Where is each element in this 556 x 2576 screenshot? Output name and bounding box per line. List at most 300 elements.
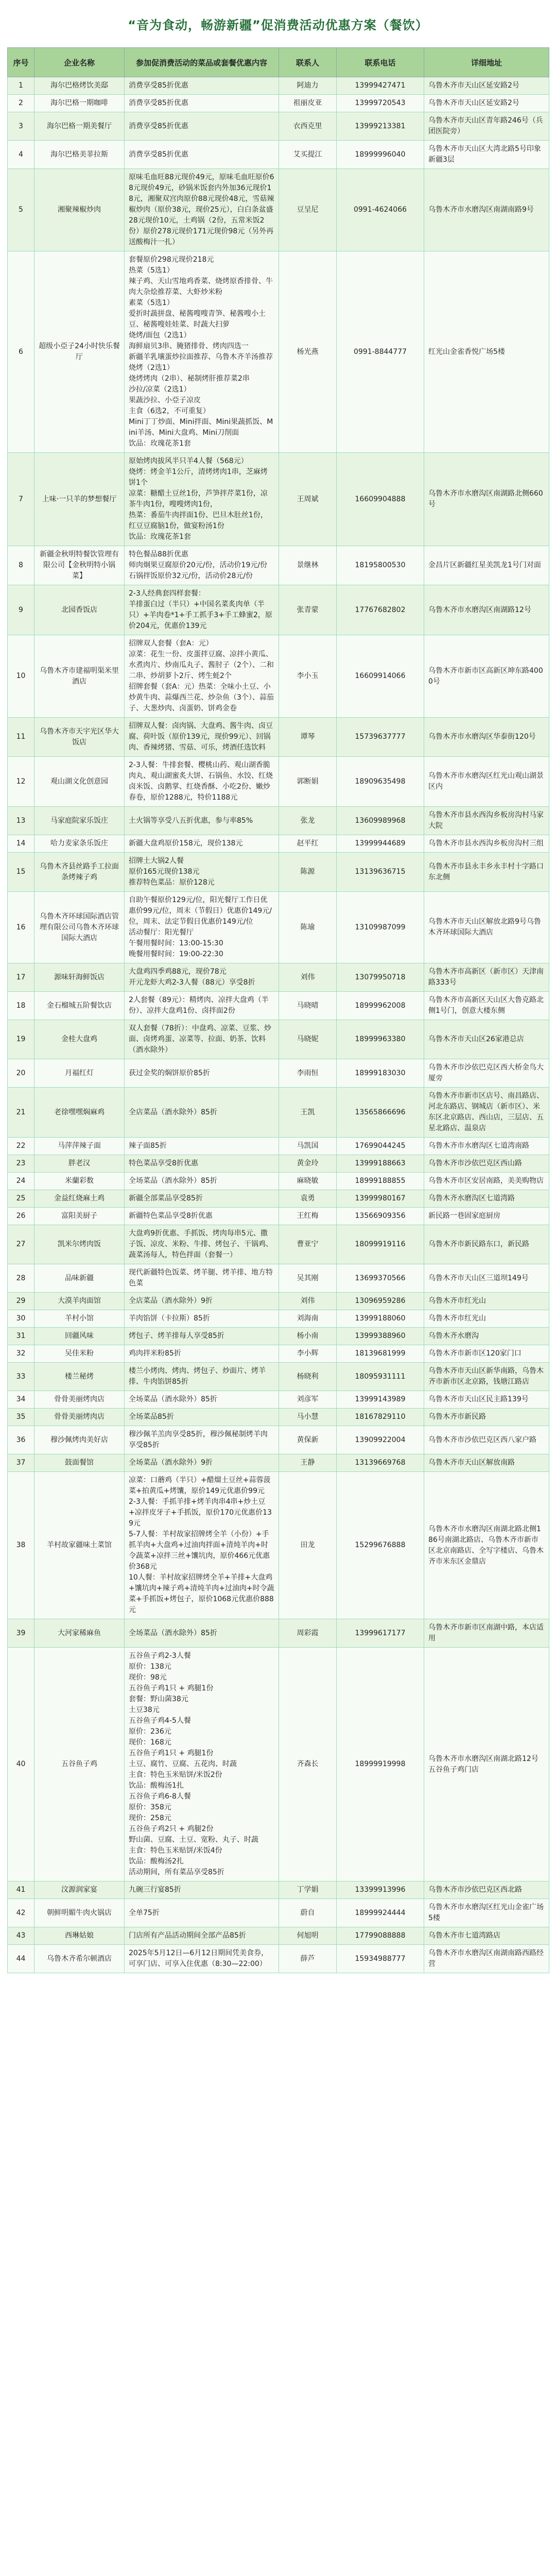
- table-row: [8, 635, 549, 718]
- cell-no: 29: [8, 1293, 34, 1310]
- cell-address: 乌鲁木齐水磨沟: [424, 1328, 549, 1345]
- table-row: [8, 585, 549, 635]
- cell-no: 7: [8, 453, 34, 546]
- cell-address: 乌鲁木齐市沙依巴克区西大桥金鸟大厦旁: [424, 1059, 549, 1088]
- cell-company: 汶源润家宴: [34, 1882, 125, 1899]
- cell-contact: 赵平红: [279, 835, 337, 853]
- cell-address: 乌鲁木齐市新市区120家门口: [424, 1345, 549, 1363]
- cell-company: 吴佳米粉: [34, 1345, 125, 1363]
- cell-offer: 门店所有产品活动期间全部产品85折: [125, 1927, 279, 1945]
- cell-contact: 景继林: [279, 546, 337, 585]
- cell-phone: 18999183030: [337, 1059, 424, 1088]
- cell-company: 金石榴城五阶餐饮店: [34, 992, 125, 1020]
- cell-phone: 16609904888: [337, 453, 424, 546]
- cell-contact: 李小玉: [279, 635, 337, 718]
- table-row: [8, 1882, 549, 1899]
- cell-no: 26: [8, 1208, 34, 1225]
- cell-phone: 13566909356: [337, 1208, 424, 1225]
- cell-address: 新民路一巷固家庭厨房: [424, 1208, 549, 1225]
- cell-no: 18: [8, 992, 34, 1020]
- table-row: [8, 1409, 549, 1426]
- cell-offer: 获过金奖的焖饼原价85折: [125, 1059, 279, 1088]
- cell-address: 乌鲁木齐市水磨沟区南湖路北侧660号: [424, 453, 549, 546]
- cell-company: 西琳姑娘: [34, 1927, 125, 1945]
- cell-address: 乌鲁木齐市新民路: [424, 1409, 549, 1426]
- cell-address: 乌鲁木齐市新市区南湖中路，本店适用: [424, 1619, 549, 1648]
- table-row: [8, 892, 549, 963]
- cell-address: 乌鲁木齐市天山区延安路2号: [424, 95, 549, 112]
- cell-company: 超级小亞子24小时快乐餐厅: [34, 251, 125, 453]
- cell-no: 43: [8, 1927, 34, 1945]
- cell-phone: 18999962008: [337, 992, 424, 1020]
- cell-no: 5: [8, 169, 34, 251]
- cell-offer: 套餐原价298元现价218元 热菜（5选1） 辣子鸡、天山雪地鸡香菜、烧烤原香排骨、牛肉大杂烩推荐菜、大虾炒米粉 素菜（5选1） 爱折时蔬拼盘、秘酱嗖嗖青笋、秘酱嗖小土豆、秘酱嗖娃娃菜、时蔬大扫萝 烧烤/面包（2选1） 海鲜扇贝3串、腌猪排骨、烤肉四选一 新疆羊乳壤蛋炒拉面推荐、乌鲁木齐羊汤推荐 烧烤（2选1） 烧烤烤肉（2串）、秘制烤肝推荐菜2串 沙拉/凉菜（2选1） 果蔬沙拉、小亞子凉皮 主食（6选2，不可重复） Mini丁丁炒面、Mini拌面、Mini果蔬抓饭、Mini羊汤、Mini大盘鸡、Mini刀削面 饮品：玫瑰花茶1套: [125, 251, 279, 453]
- cell-no: 12: [8, 757, 34, 807]
- cell-offer: 招牌双人餐：卤肉锅、大盘鸡、酱牛肉、卤豆腐、荷叶饭（原价139元，现价99元）、回锅肉、香辣烤猪、雪菇、可乐，烤酒任选饮料: [125, 718, 279, 757]
- cell-company: 回疆风味: [34, 1328, 125, 1345]
- cell-address: 乌鲁木齐市沙依巴克区西八家户路: [424, 1426, 549, 1454]
- table-row: [8, 853, 549, 892]
- cell-phone: 13999388960: [337, 1328, 424, 1345]
- cell-company: 骨骨美丽烤肉店: [34, 1409, 125, 1426]
- promotion-table: [7, 47, 549, 1973]
- table-row: [8, 1293, 549, 1310]
- cell-no: 31: [8, 1328, 34, 1345]
- table-row: [8, 835, 549, 853]
- table-row: [8, 1363, 549, 1391]
- cell-phone: 18999188855: [337, 1173, 424, 1190]
- cell-address: 乌鲁木齐市天山区解放南路: [424, 1454, 549, 1472]
- cell-contact: 王周斌: [279, 453, 337, 546]
- cell-no: 39: [8, 1619, 34, 1648]
- cell-offer: 特色菜品享受8折优惠: [125, 1155, 279, 1173]
- cell-contact: 陈源: [279, 853, 337, 892]
- cell-company: 北园香饭店: [34, 585, 125, 635]
- cell-offer: 新疆全部菜品享受85折: [125, 1190, 279, 1208]
- table-row: [8, 169, 549, 251]
- cell-address: 乌鲁木齐市红光山: [424, 1310, 549, 1328]
- cell-phone: 18999919998: [337, 1648, 424, 1882]
- cell-address: 乌鲁木齐市水磨沟区南湖北路12号五谷鱼子鸡门店: [424, 1648, 549, 1882]
- table-row: [8, 1310, 549, 1328]
- cell-company: 哈力麦家条乐饭庄: [34, 835, 125, 853]
- cell-contact: 马凯国: [279, 1138, 337, 1155]
- header-row: [8, 48, 549, 77]
- table-row: [8, 963, 549, 992]
- table-row: [8, 1426, 549, 1454]
- cell-phone: 0991-4624066: [337, 169, 424, 251]
- cell-contact: 杨晓利: [279, 1363, 337, 1391]
- cell-phone: 15299676888: [337, 1472, 424, 1619]
- cell-company: 大漠羊肉面馆: [34, 1293, 125, 1310]
- cell-company: 金益红烧麻土鸡: [34, 1190, 125, 1208]
- cell-contact: 艾买提江: [279, 141, 337, 169]
- cell-company: 湘聚辣椒炒肉: [34, 169, 125, 251]
- cell-company: 朝鲜明媚牛肉火锅店: [34, 1899, 125, 1927]
- cell-offer: 穆沙佩羊羔肉享受85折，穆沙佩秘制烤羊肉享受85折: [125, 1426, 279, 1454]
- table-row: [8, 1264, 549, 1293]
- cell-contact: 丁学娟: [279, 1882, 337, 1899]
- cell-phone: 18139681999: [337, 1345, 424, 1363]
- cell-no: 20: [8, 1059, 34, 1088]
- cell-company: 胖老汉: [34, 1155, 125, 1173]
- cell-offer: 全场菜品（酒水除外）9折: [125, 1454, 279, 1472]
- cell-address: 乌鲁木齐市水磨沟区红光山观山湖景区内: [424, 757, 549, 807]
- cell-offer: 全店菜品（酒水除外）9折: [125, 1293, 279, 1310]
- cell-contact: 谭琴: [279, 718, 337, 757]
- cell-company: 乌鲁木齐市建福明渠米里酒店: [34, 635, 125, 718]
- cell-phone: 13999944689: [337, 835, 424, 853]
- cell-address: 乌鲁木齐市天山区大湾北路5号印象新疆3层: [424, 141, 549, 169]
- cell-address: 乌鲁木齐市红光山: [424, 1293, 549, 1310]
- cell-address: 乌鲁木齐水磨沟区七道湾路: [424, 1190, 549, 1208]
- cell-contact: 衣西克里: [279, 112, 337, 141]
- table-row: [8, 1927, 549, 1945]
- table-row: [8, 95, 549, 112]
- cell-address: 乌鲁木齐市沙依巴克区西北路: [424, 1882, 549, 1899]
- cell-contact: 阿迪力: [279, 77, 337, 95]
- cell-company: 乌鲁木齐环球国际酒店管理有限公司乌鲁木齐环球国际大酒店: [34, 892, 125, 963]
- table-row: [8, 1155, 549, 1173]
- cell-address: 乌鲁木齐市新市区高新区坤东路4000号: [424, 635, 549, 718]
- cell-no: 30: [8, 1310, 34, 1328]
- cell-phone: 13079950718: [337, 963, 424, 992]
- table-row: [8, 1173, 549, 1190]
- cell-no: 41: [8, 1882, 34, 1899]
- cell-contact: 李雨恒: [279, 1059, 337, 1088]
- cell-contact: 郭断娟: [279, 757, 337, 807]
- table-row: [8, 1059, 549, 1088]
- cell-contact: 曹亚宁: [279, 1225, 337, 1264]
- table-row: [8, 1345, 549, 1363]
- cell-contact: 陈瑜: [279, 892, 337, 963]
- table-row: [8, 1328, 549, 1345]
- cell-offer: 新疆特色菜品享受8折优惠: [125, 1208, 279, 1225]
- cell-address: 乌鲁木齐市天山区民主路139号: [424, 1391, 549, 1409]
- table-row: [8, 77, 549, 95]
- table-row: [8, 546, 549, 585]
- cell-offer: 自助午餐原价129元/位，阳光餐厅工作日优惠价99元/位，周末（节假日）优惠价149元/位，周末、法定节假日优惠价149元/位 活动餐厅：阳光餐厅 午餐用餐时间：13:00-15:30 晚餐用餐时间：19:00-22:30: [125, 892, 279, 963]
- cell-offer: 大盘鸡四季鸡88元，现价78元 开元龙虾大鸡2-3人餐（88元）享受8折: [125, 963, 279, 992]
- cell-no: 40: [8, 1648, 34, 1882]
- cell-offer: 消费享受85折优惠: [125, 141, 279, 169]
- cell-offer: 2-3人餐：牛排套餐、樱桃山药、观山湖香脆肉丸、观山湖蜜炙大饼、石锅鱼、水饺、红烧卤米饭、卤鹅掌、红烧香酥、小吃2份、嫩炒春卷，原价1288元，特价1188元: [125, 757, 279, 807]
- cell-company: 羊村故家疆味土菜馆: [34, 1472, 125, 1619]
- cell-address: 乌鲁木齐市新民路东口，新民路: [424, 1225, 549, 1264]
- cell-offer: 特色餐品88折优惠 师肉炯果豆腐原价20元/份，活动价19元/份 石锅拌饭原价32元/份，活动价28元/份: [125, 546, 279, 585]
- header-address: 详细地址: [424, 48, 549, 77]
- cell-contact: 黄金玲: [279, 1155, 337, 1173]
- cell-address: 红光山金雀香悦广场5楼: [424, 251, 549, 453]
- cell-contact: 田龙: [279, 1472, 337, 1619]
- table-row: [8, 1088, 549, 1138]
- cell-no: 21: [8, 1088, 34, 1138]
- cell-no: 10: [8, 635, 34, 718]
- cell-phone: 15739637777: [337, 718, 424, 757]
- cell-offer: 九碗三行宴85折: [125, 1882, 279, 1899]
- table-header: [8, 48, 549, 77]
- table-row: [8, 1138, 549, 1155]
- cell-phone: 13999427471: [337, 77, 424, 95]
- cell-phone: 17799088888: [337, 1927, 424, 1945]
- cell-phone: 18167829110: [337, 1409, 424, 1426]
- cell-contact: 吴其刚: [279, 1264, 337, 1293]
- cell-address: 乌鲁木齐市天山区26家港总店: [424, 1020, 549, 1059]
- cell-offer: 招牌土大锅2人餐 原价165元现价138元 推荐特色菜品：原价128元: [125, 853, 279, 892]
- cell-company: 马萍萍辣子面: [34, 1138, 125, 1155]
- cell-contact: 王凯: [279, 1088, 337, 1138]
- table-row: [8, 1619, 549, 1648]
- cell-contact: 齐森长: [279, 1648, 337, 1882]
- cell-phone: 18909635498: [337, 757, 424, 807]
- cell-no: 25: [8, 1190, 34, 1208]
- cell-contact: 王静: [279, 1454, 337, 1472]
- cell-contact: 马小慧: [279, 1409, 337, 1426]
- cell-contact: 张青蒙: [279, 585, 337, 635]
- cell-phone: 13999143989: [337, 1391, 424, 1409]
- cell-address: 乌鲁木齐市天山区新华南路，乌鲁木齐市新市区北京路，钱塘江路店: [424, 1363, 549, 1391]
- cell-phone: 18999963380: [337, 1020, 424, 1059]
- cell-no: 11: [8, 718, 34, 757]
- cell-phone: 0991-8844777: [337, 251, 424, 453]
- cell-address: 乌鲁木齐市水磨沟区南湖路12号: [424, 585, 549, 635]
- cell-company: 上味·一只羊的梦想餐厅: [34, 453, 125, 546]
- cell-offer: 原味毛血旺88元现价49元，原味毛血旺原价68元现价49元，砂锅米饭套内外加36元现价18元，湘聚双宫肉原价88元现价48元，雪菇辣椒炒肉（原价38元，现价25元），白白条盆盛28元现价10元，土鸡锅（2份，五常米饭2份）原价278元现价171元现价98元（另外再送酸梅汁一扎）: [125, 169, 279, 251]
- cell-company: 海尔巴格烤饮美邸: [34, 77, 125, 95]
- cell-offer: 全单75折: [125, 1899, 279, 1927]
- cell-address: 乌鲁木齐市区安居南路，美美购物店: [424, 1173, 549, 1190]
- cell-offer: 消费享受85折优惠: [125, 95, 279, 112]
- cell-address: 乌鲁木齐市水磨沟区南湖北路北侧186号南湖北路店、乌鲁木齐市新市区北京南路店、全写字楼店、乌鲁木齐市米东区金鼎店: [424, 1472, 549, 1619]
- cell-address: 乌鲁木齐市天山区延安路2号: [424, 77, 549, 95]
- cell-offer: 全店菜品（酒水除外）85折: [125, 1088, 279, 1138]
- table-row: [8, 992, 549, 1020]
- cell-offer: 全场菜品85折: [125, 1409, 279, 1426]
- cell-no: 28: [8, 1264, 34, 1293]
- cell-no: 9: [8, 585, 34, 635]
- cell-no: 22: [8, 1138, 34, 1155]
- cell-company: 海尔巴格一期美餐厅: [34, 112, 125, 141]
- table-row: [8, 1225, 549, 1264]
- cell-no: 44: [8, 1945, 34, 1973]
- cell-company: 大河家稀麻鱼: [34, 1619, 125, 1648]
- cell-company: 品味新疆: [34, 1264, 125, 1293]
- table-row: [8, 1945, 549, 1973]
- cell-no: 14: [8, 835, 34, 853]
- cell-company: 乌鲁木齐市天宇光区华大饭店: [34, 718, 125, 757]
- cell-offer: 辣子面85折: [125, 1138, 279, 1155]
- cell-offer: 全场菜品（酒水除外）85折: [125, 1173, 279, 1190]
- table-row: [8, 1454, 549, 1472]
- cell-offer: 凉菜：口蘑鸡（半只）+醋熘土豆丝+蒜蓉菠菜+拍黄瓜+烤馕，原价149元优惠价99元 2-3人餐：手抓羊排+烤羊肉串4串+炒土豆+凉拌皮牙子+手抓饭，原价170元优惠价139元 5-7人餐：羊村故家招牌烤全羊（小份）+手抓羊肉+大盘鸡+过油肉拌面+清炖羊肉+时令蔬菜+凉拌三丝+馕坑肉，原价466元优惠价368元 10人餐：羊村故家招牌烤全羊+羊排+大盘鸡+馕坑肉+辣子鸡+清炖羊肉+过油肉+时令蔬菜+手抓饭+烤包子，原价1068元优惠价888元: [125, 1472, 279, 1619]
- cell-no: 1: [8, 77, 34, 95]
- cell-phone: 13565866696: [337, 1088, 424, 1138]
- cell-phone: 13999617177: [337, 1619, 424, 1648]
- cell-contact: 张龙: [279, 807, 337, 835]
- table-row: [8, 1208, 549, 1225]
- cell-contact: 袁勇: [279, 1190, 337, 1208]
- cell-company: 月福红灯: [34, 1059, 125, 1088]
- table-row: [8, 1648, 549, 1882]
- cell-no: 19: [8, 1020, 34, 1059]
- cell-company: 骨骨美丽烤肉店: [34, 1391, 125, 1409]
- table-row: [8, 1020, 549, 1059]
- cell-no: 37: [8, 1454, 34, 1472]
- cell-company: 观山湖文化创意园: [34, 757, 125, 807]
- cell-phone: 15934988777: [337, 1945, 424, 1973]
- cell-offer: 消费享受85折优惠: [125, 77, 279, 95]
- cell-no: 35: [8, 1409, 34, 1426]
- cell-company: 羊村小馆: [34, 1310, 125, 1328]
- cell-contact: 蔚自: [279, 1899, 337, 1927]
- cell-offer: 鸡肉拌米粉85折: [125, 1345, 279, 1363]
- cell-contact: 豆呈尼: [279, 169, 337, 251]
- cell-phone: 18099919116: [337, 1225, 424, 1264]
- cell-offer: 招牌双人套餐（套A：元） 凉菜：花生一份、皮蛋拌豆腐、凉拌小黄瓜、水煮肉片、炒南瓜丸子、酱肘子（2个）、二和二串、炒胡萝卜2斤、烤生蚝2个 招牌套餐（套A：元）热菜：全味小土豆、小炒黄牛肉、蒜爆西兰花、炒杂鱼（3个）、蒜茄子、大葱炒肉、卤蛋奶、饼鸡金卷: [125, 635, 279, 718]
- cell-phone: 17767682802: [337, 585, 424, 635]
- cell-phone: 13109987099: [337, 892, 424, 963]
- cell-address: 金昌片区新疆红星美凯龙1号门对面: [424, 546, 549, 585]
- cell-address: 乌鲁木齐市水磨沟区华泰街120号: [424, 718, 549, 757]
- cell-contact: 周彩霞: [279, 1619, 337, 1648]
- cell-offer: 大盘鸡9折优惠、手抓饭、烤肉每串5元、撒子饭、凉皮、米粉、牛排、烤包子、干锅鸡、蔬菜汤每人，特色拌面（套餐一）: [125, 1225, 279, 1264]
- cell-address: 乌鲁木齐市七道湾路店: [424, 1927, 549, 1945]
- cell-contact: 麻晓敏: [279, 1173, 337, 1190]
- cell-phone: 13399913996: [337, 1882, 424, 1899]
- cell-address: 乌鲁木齐市新市区店号、南昌路店、河北东路店、钢城店（新市区）、米东区北京路店、西山店，三层店、五星北路店、温泉店: [424, 1088, 549, 1138]
- cell-contact: 祖丽皮亚: [279, 95, 337, 112]
- cell-phone: 13096959286: [337, 1293, 424, 1310]
- cell-contact: 杨小南: [279, 1328, 337, 1345]
- cell-offer: 现代新疆特色饭菜、烤羊腿、烤羊排、地方特色菜: [125, 1264, 279, 1293]
- cell-no: 8: [8, 546, 34, 585]
- cell-address: 乌鲁木齐市天山区解放北路9号乌鲁木齐环球国际大酒店: [424, 892, 549, 963]
- cell-offer: 原始烤肉拔风半只羊4人餐（568元） 烧烤：烤金羊1公斤，清烤烤肉1串，芝麻烤饼1个 凉菜：糖醋土豆丝1份，芦笋拌芹菜1份，凉茶牛肉1份，嗖嗖烤肉1份， 热菜：番茄牛肉拌面1份、巴旦木肚丝1份，红豆豆腐脑1份，做宴粉汤1份 饮品：玫瑰花茶1套: [125, 453, 279, 546]
- cell-contact: 刘伟: [279, 1293, 337, 1310]
- header-offer: 参加促消费活动的菜品或套餐优惠内容: [125, 48, 279, 77]
- cell-address: 乌鲁木齐市水磨沟区七道湾南路: [424, 1138, 549, 1155]
- table-row: [8, 718, 549, 757]
- cell-no: 33: [8, 1363, 34, 1391]
- cell-contact: 何旭明: [279, 1927, 337, 1945]
- cell-phone: 13139636715: [337, 853, 424, 892]
- cell-address: 乌鲁木齐市县水西沟乡板房沟村三组: [424, 835, 549, 853]
- cell-phone: 18999996040: [337, 141, 424, 169]
- cell-contact: 杨光燕: [279, 251, 337, 453]
- cell-contact: 刘伟: [279, 963, 337, 992]
- cell-no: 6: [8, 251, 34, 453]
- cell-phone: 13609989968: [337, 807, 424, 835]
- cell-contact: 王红梅: [279, 1208, 337, 1225]
- cell-no: 24: [8, 1173, 34, 1190]
- header-phone: 联系电话: [337, 48, 424, 77]
- cell-phone: 13999188060: [337, 1310, 424, 1328]
- cell-no: 36: [8, 1426, 34, 1454]
- cell-offer: 烤包子、烤羊排每人享受85折: [125, 1328, 279, 1345]
- cell-address: 乌鲁木齐市水磨沟区南湖南路9号: [424, 169, 549, 251]
- cell-offer: 2人套餐（89元）：精烤肉、凉拌大盘鸡（半份）、凉拌大盘鸡1份、卤拌面2份: [125, 992, 279, 1020]
- cell-company: 老徐嘿嘿焖麻鸡: [34, 1088, 125, 1138]
- cell-phone: 18095931111: [337, 1363, 424, 1391]
- cell-address: 乌鲁木齐市水磨沟区红光山金雀广场5楼: [424, 1899, 549, 1927]
- cell-company: 米蘭彩数: [34, 1173, 125, 1190]
- table-row: [8, 1391, 549, 1409]
- cell-no: 23: [8, 1155, 34, 1173]
- cell-no: 17: [8, 963, 34, 992]
- cell-company: 金桂大盘鸡: [34, 1020, 125, 1059]
- cell-company: 富阳美厨子: [34, 1208, 125, 1225]
- cell-offer: 双人套餐（78折）：中盘鸡、凉菜、豆浆、炒面、卤烤鸡蛋、凉菜等、拉面、奶茶、饮料（酒水除外）: [125, 1020, 279, 1059]
- cell-company: 凯米尔烤肉饭: [34, 1225, 125, 1264]
- cell-contact: 马晓晴: [279, 992, 337, 1020]
- cell-address: 乌鲁木齐市水磨沟区南湖南路西路经营: [424, 1945, 549, 1973]
- cell-address: 乌鲁木齐市县水西沟乡板房沟村马家大院: [424, 807, 549, 835]
- page-title: “音为食动，畅游新疆”促消费活动优惠方案（餐饮）: [128, 18, 428, 32]
- table-row: [8, 757, 549, 807]
- cell-no: 32: [8, 1345, 34, 1363]
- header-company: 企业名称: [34, 48, 125, 77]
- cell-offer: 新疆大盘鸡原价158元，现价138元: [125, 835, 279, 853]
- cell-phone: 13139669768: [337, 1454, 424, 1472]
- cell-no: 38: [8, 1472, 34, 1619]
- cell-contact: 李小辉: [279, 1345, 337, 1363]
- cell-offer: 全场菜品（酒水除外）85折: [125, 1619, 279, 1648]
- cell-offer: 全场菜品（酒水除外）85折: [125, 1391, 279, 1409]
- cell-company: 穆沙佩烤肉美好店: [34, 1426, 125, 1454]
- cell-offer: 土火锅等享受八五折优惠，参与率85%: [125, 807, 279, 835]
- cell-phone: 13999188663: [337, 1155, 424, 1173]
- cell-phone: 13909922004: [337, 1426, 424, 1454]
- cell-company: 鼓面餐馆: [34, 1454, 125, 1472]
- cell-phone: 13999213381: [337, 112, 424, 141]
- cell-no: 3: [8, 112, 34, 141]
- cell-company: 海尔巴格一期咖啡: [34, 95, 125, 112]
- cell-no: 15: [8, 853, 34, 892]
- cell-company: 乌鲁木齐希尔顿酒店: [34, 1945, 125, 1973]
- cell-phone: 13999980167: [337, 1190, 424, 1208]
- cell-no: 16: [8, 892, 34, 963]
- cell-address: 乌鲁木齐市县永丰乡永丰村十字路口东北侧: [424, 853, 549, 892]
- cell-company: 楼兰秘烤: [34, 1363, 125, 1391]
- cell-offer: 五谷鱼子鸡2-3人餐 原价：138元 现价：98元 五谷鱼子鸡1只 + 鸡腿1份 套餐：野山菌38元 土豆38元 五谷鱼子鸡4-5人餐 原价：236元 现价：168元 五谷鱼子鸡1只 + 鸡腿1份 土豆、腐竹、豆腐、五花肉、时蔬 主食：特色玉米贴饼/米饭2份 饮品：酸梅汤1扎 五谷鱼子鸡6-8人餐 原价：358元 现价：258元 五谷鱼子鸡2只 + 鸡腿2份 野山菌、豆腐、土豆、宽粉、丸子、时蔬 主食：特色玉米贴饼/米饭4份 饮品：酸梅汤2扎 活动期间，所有菜品享受85折: [125, 1648, 279, 1882]
- cell-phone: 18999924444: [337, 1899, 424, 1927]
- cell-offer: 2025年5月12日—6月12日期间凭美食券，可享门店、可享入住优惠（8:30—22:00）: [125, 1945, 279, 1973]
- cell-contact: 马晓妮: [279, 1020, 337, 1059]
- cell-company: 五谷鱼子鸡: [34, 1648, 125, 1882]
- cell-company: 新疆金秋明特餐饮管理有限公司【金秋明特小锅菜】: [34, 546, 125, 585]
- cell-company: 海尔巴格美菲拉斯: [34, 141, 125, 169]
- cell-phone: 13999720543: [337, 95, 424, 112]
- table-row: [8, 1899, 549, 1927]
- table-body: [8, 77, 549, 1973]
- table-row: [8, 1472, 549, 1619]
- cell-address: 乌鲁木齐市高新区（新市区）天津南路333号: [424, 963, 549, 992]
- cell-contact: 薛芦: [279, 1945, 337, 1973]
- cell-phone: 16609914066: [337, 635, 424, 718]
- cell-contact: 刘海南: [279, 1310, 337, 1328]
- table-row: [8, 251, 549, 453]
- cell-company: 源味轩海鲜饭店: [34, 963, 125, 992]
- cell-company: 乌鲁木齐县丝路手工拉面条烤辣子鸡: [34, 853, 125, 892]
- cell-address: 乌鲁木齐市天山区三道坝149号: [424, 1264, 549, 1293]
- cell-address: 乌鲁木齐市高新区天山区大鲁克路北侧1号门，创意大楼东侧: [424, 992, 549, 1020]
- table-row: [8, 807, 549, 835]
- cell-contact: 黄保新: [279, 1426, 337, 1454]
- table-row: [8, 141, 549, 169]
- table-row: [8, 112, 549, 141]
- cell-offer: 楼兰小烤肉、烤肉、烤包子、炒面片、烤羊排、牛肉馅饼85折: [125, 1363, 279, 1391]
- cell-phone: 13699370566: [337, 1264, 424, 1293]
